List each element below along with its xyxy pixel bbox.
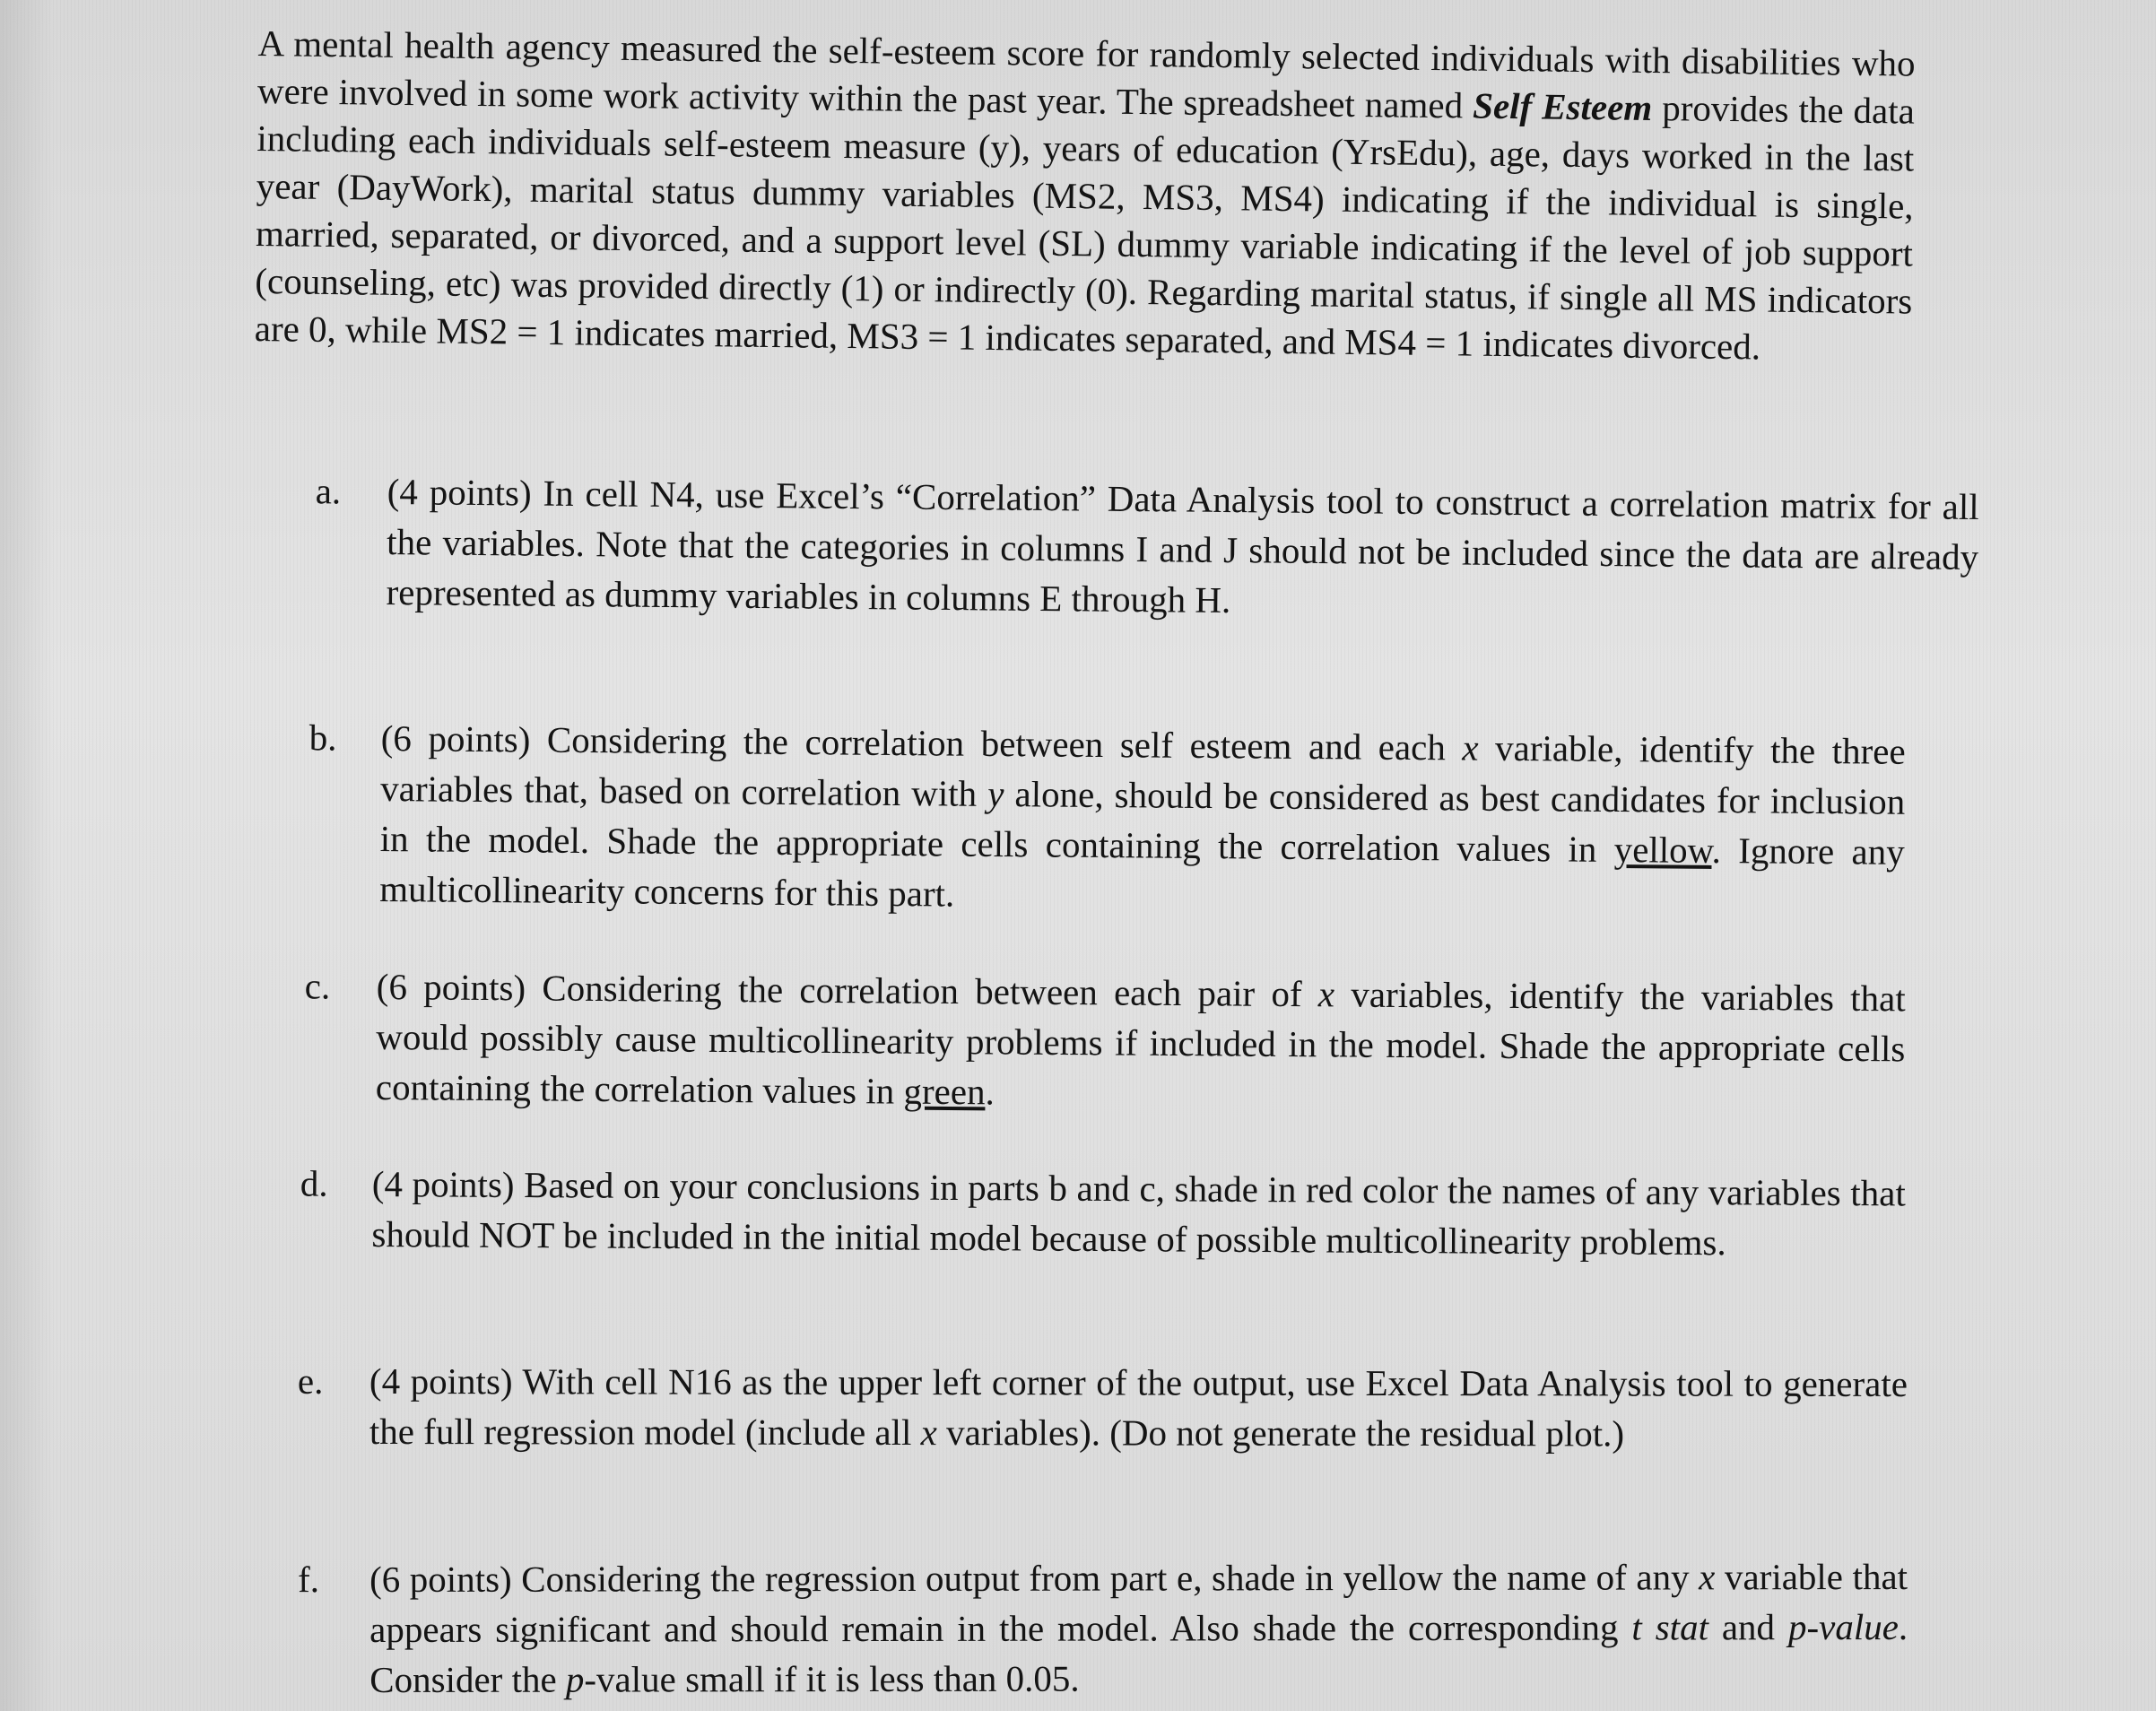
question-text: (4 points) In cell N4, use Excel’s “Correlation” Data Analysis tool to construct a correlation matrix for all the variables. Note that the categories in columns I and J should not be included since the data are already represented as dummy variables in columns E through H. (386, 470, 1979, 621)
intro-paragraph (254, 20, 1915, 373)
question-a (315, 466, 1979, 632)
question-text: -value small if it is less than 0.05. (584, 1657, 1080, 1700)
question-text: (6 points) Considering the correlation between self esteem and each (380, 717, 1463, 769)
p-value-term: p-value (1787, 1606, 1899, 1648)
question-text: . Consider the (369, 1606, 1908, 1700)
var-x: x (920, 1411, 937, 1454)
question-e (297, 1356, 1908, 1459)
question-label: d. (300, 1162, 328, 1204)
question-c (304, 961, 1906, 1124)
var-x: x (1317, 973, 1335, 1015)
p-term: p (565, 1658, 585, 1700)
question-text: (6 points) Considering the correlation between each pair of (376, 965, 1319, 1015)
question-text: (4 points) With cell N16 as the upper left corner of the output, use Excel Data Analysis tool to generate the full regression model (include all (369, 1360, 1908, 1454)
intro-text-1: A mental health agency measured the self-esteem score for randomly selected individuals with disabilities who were involved in some work activity within the past year. The spreadsheet named (256, 22, 1916, 126)
question-text: variables). (Do not generate the residual plot.) (936, 1411, 1625, 1455)
intro-text-2: provides the data including each individuals self-esteem measure (y), years of education (YrsEdu), age, days worked in the last year (DayWork), marital status dummy variables (MS2, MS3, MS4) indicating if the individual is single, married, separated, or divorced, and a support level (SL) dummy variable indicating if the level of job support (counseling, etc) was provided directly (1) or indirectly (0). Regarding marital status, if single all MS indicators are 0, while MS2 = 1 indicates married, MS3 = 1 indicates separated, and MS4 = 1 indicates divorced. (254, 86, 1916, 368)
question-text: . (985, 1071, 995, 1113)
page-shadow (0, 0, 54, 1711)
question-text: (6 points) Considering the regression output from part e, shade in yellow the name of any (369, 1556, 1700, 1600)
question-text: variable that appears significant and should remain in the model. Also shade the corresponding (369, 1556, 1908, 1650)
question-d (300, 1159, 1906, 1268)
question-text: variables, identify the variables that would possibly cause multicollinearity problems if included in the model. Shade the appropriate cells containing the correlation values in (375, 973, 1906, 1112)
question-b (309, 713, 1906, 927)
shade-color-yellow: yellow (1613, 829, 1712, 871)
question-text: variable, identify the three variables that, based on correlation with (380, 726, 1906, 814)
question-label: b. (309, 717, 337, 759)
question-label: c. (304, 965, 331, 1007)
question-label: f. (298, 1559, 319, 1601)
question-label: e. (297, 1359, 324, 1402)
question-text: (4 points) Based on your conclusions in parts b and c, shade in red color the names of any variables that should NOT be included in the initial model because of possible multicollinearity problems. (371, 1162, 1906, 1264)
var-x: x (1462, 726, 1479, 769)
sheet-name: Self Esteem (1472, 84, 1653, 128)
question-text: alone, should be considered as best candidates for inclusion in the model. Shade the appropriate cells containing the correlation values in (379, 773, 1906, 871)
t-stat-term: t stat (1631, 1606, 1708, 1648)
question-text: and (1708, 1606, 1788, 1648)
question-text: . Ignore any multicollinearity concerns for this part. (379, 829, 1905, 915)
shade-color-green: green (903, 1070, 986, 1113)
question-f (298, 1551, 1908, 1705)
var-x: x (1699, 1556, 1716, 1598)
question-label: a. (315, 470, 342, 512)
var-y: y (987, 772, 1004, 815)
